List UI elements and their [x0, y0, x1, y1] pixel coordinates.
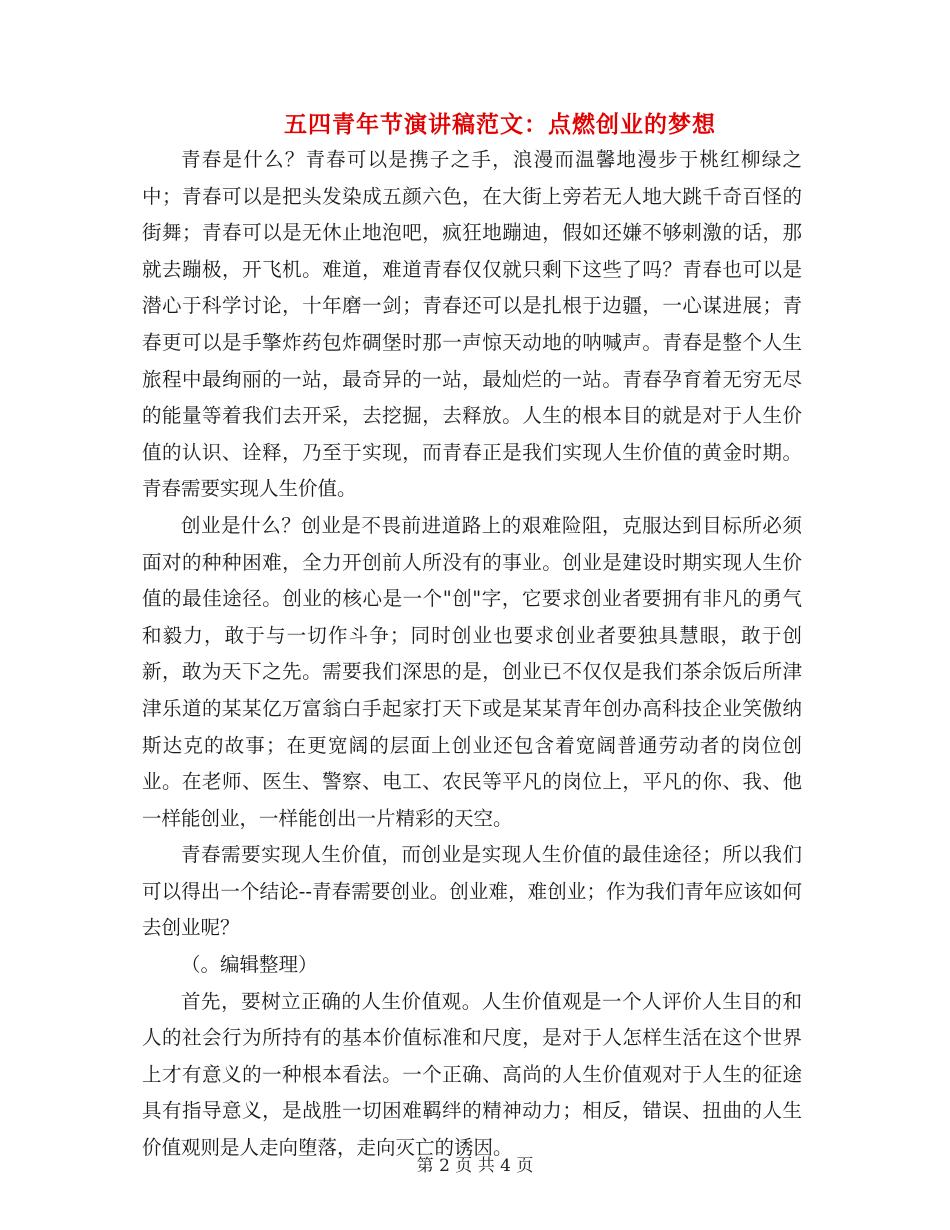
paragraph-conclusion: 青春需要实现人生价值，而创业是实现人生价值的最佳途径；所以我们可以得出一个结论--青春需要创业。创业难，难创业；作为我们青年应该如何去创业呢？	[142, 843, 802, 940]
paragraph-values: 首先，要树立正确的人生价值观。人生价值观是一个人评价人生目的和人的社会行为所持有的基本价值标准和尺度，是对于人怎样生活在这个世界上才有意义的一种根本看法。一个正确、高尚的人生价值观对于人生的征途具有指导意义，是战胜一切困难羁绊的精神动力；相反，错误、扭曲的人生价值观则是人走向堕落，走向灭亡的诱因。	[142, 989, 802, 1160]
paragraph-editor-note: （。编辑整理）	[181, 953, 318, 977]
page-number-footer: 第 2 页 共 4 页	[416, 1156, 534, 1176]
paragraph-entrepreneurship: 创业是什么？创业是不畏前进道路上的艰难险阻，克服达到目标所必须面对的种种困难，全力开创前人所没有的事业。创业是建设时期实现人生价值的最佳途径。创业的核心是一个"创"字，它要求创业者要拥有非凡的勇气和毅力，敢于与一切作斗争；同时创业也要求创业者要独具慧眼，敢于创新，敢为天下之先。需要我们深思的是，创业已不仅仅是我们茶余饭后所津津乐道的某某亿万富翁白手起家打天下或是某某青年创办高科技企业笑傲纳斯达克的故事；在更宽阔的层面上创业还包含着宽阔普通劳动者的岗位创业。在老师、医生、警察、电工、农民等平凡的岗位上，平凡的你、我、他一样能创业，一样能创出一片精彩的天空。	[142, 513, 802, 830]
document-title: 五四青年节演讲稿范文：点燃创业的梦想	[284, 111, 716, 138]
paragraph-youth: 青春是什么？青春可以是携子之手，浪漫而温馨地漫步于桃红柳绿之中；青春可以是把头发染成五颜六色，在大街上旁若无人地大跳千奇百怪的街舞；青春可以是无休止地泡吧，疯狂地蹦迪，假如还嫌不够刺激的话，那就去蹦极，开飞机。难道，难道青春仅仅就只剩下这些了吗？青春也可以是潜心于科学讨论，十年磨一剑；青春还可以是扎根于边疆，一心谋进展；青春更可以是手擎炸药包炸碉堡时那一声惊天动地的呐喊声。青春是整个人生旅程中最绚丽的一站，最奇异的一站，最灿烂的一站。青春孕育着无穷无尽的能量等着我们去开采，去挖掘，去释放。人生的根本目的就是对于人生价值的认识、诠释，乃至于实现，而青春正是我们实现人生价值的黄金时期。青春需要实现人生价值。	[142, 148, 802, 501]
document-body	[142, 142, 802, 1167]
